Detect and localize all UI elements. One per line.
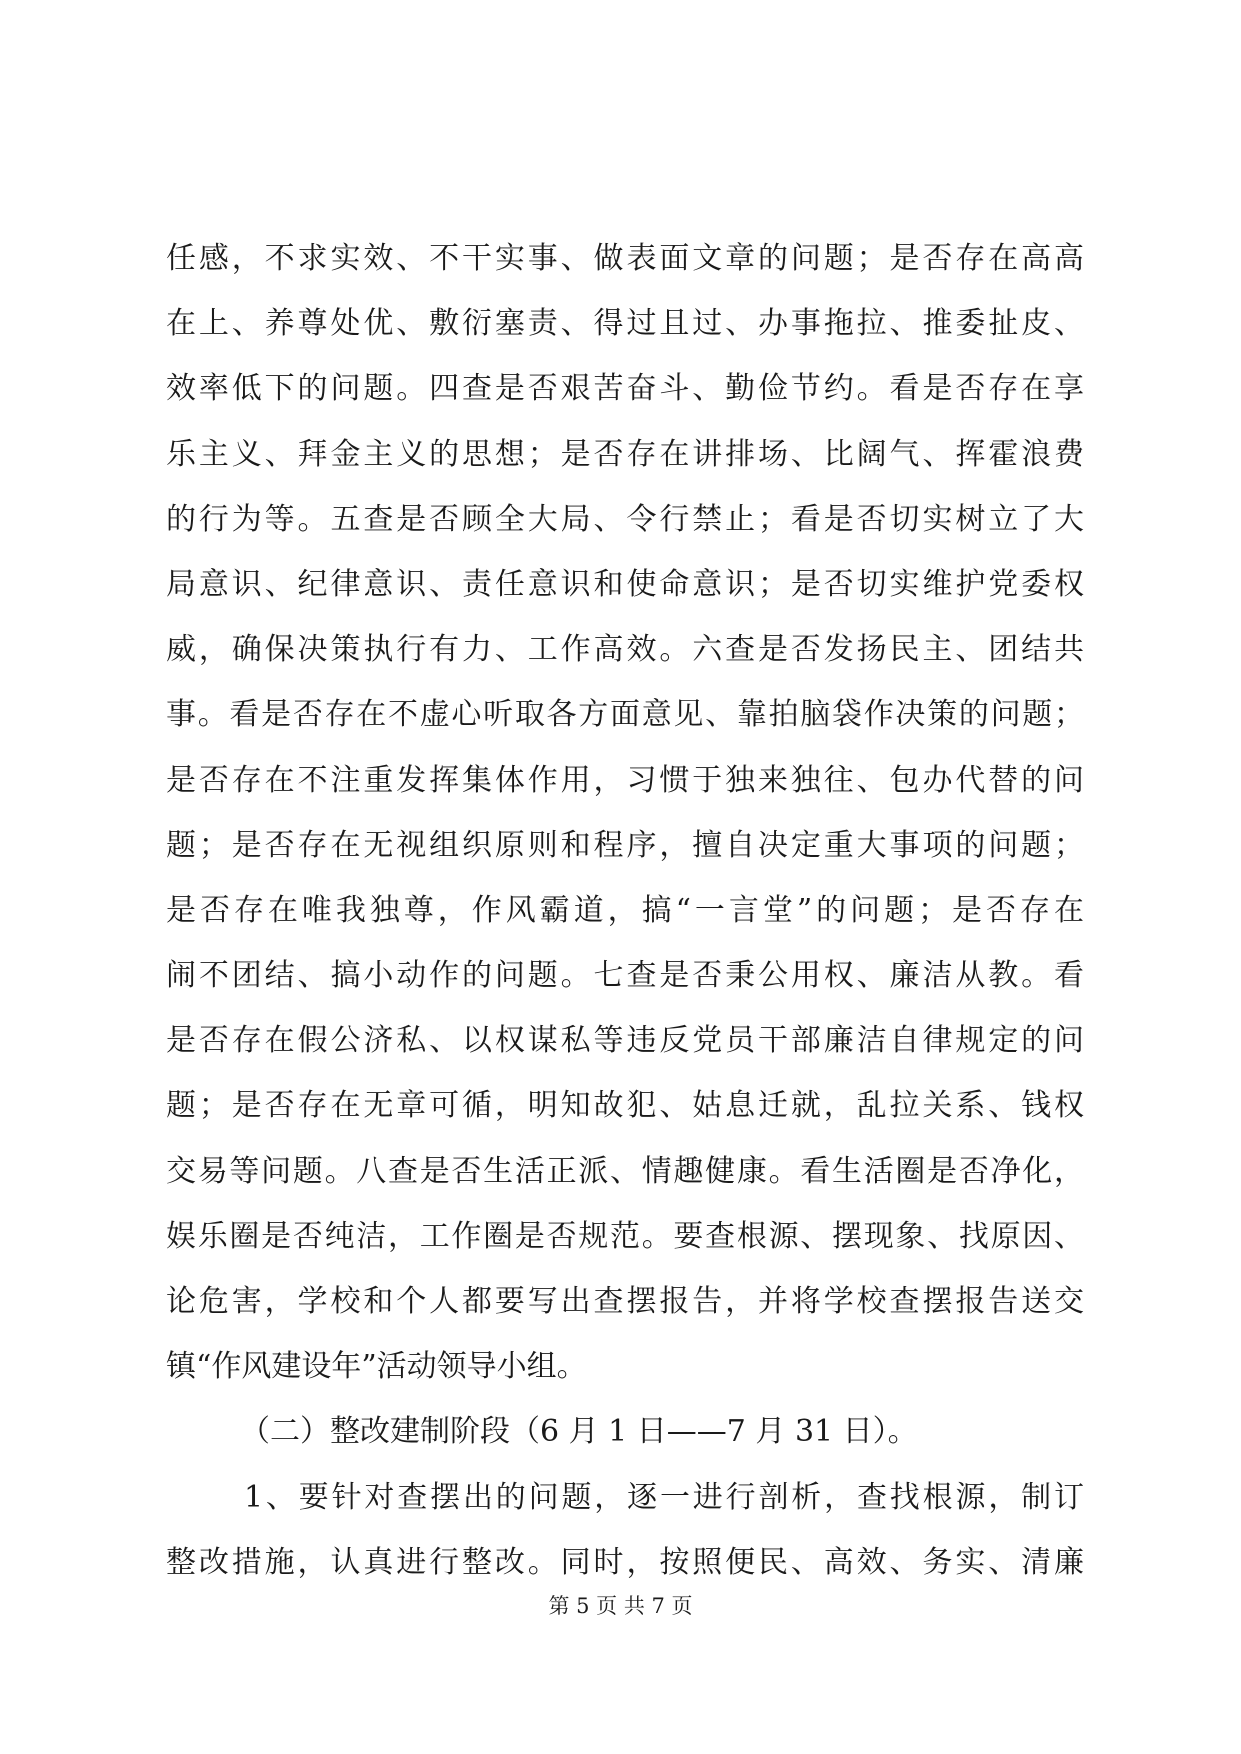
text-line: 镇“作风建设年”活动领导小组。: [166, 1349, 587, 1385]
text-line: 是否存在唯我独尊，作风霸道，搞“一言堂”的问题；是否存在: [166, 892, 1084, 928]
page-footer: 第 5 页 共 7 页: [548, 1594, 693, 1618]
text-line: 局意识、纪律意识、责任意识和使命意识；是否切实维护党委权: [166, 566, 1084, 602]
text-line: 娱乐圈是否纯洁，工作圈是否规范。要查根源、摆现象、找原因、: [166, 1218, 1084, 1254]
text-line: 1、要针对查摆出的问题，逐一进行剖析，查找根源，制订: [244, 1479, 1084, 1515]
text-line: 交易等问题。八查是否生活正派、情趣健康。看生活圈是否净化，: [166, 1153, 1084, 1189]
text-line: 闹不团结、搞小动作的问题。七查是否秉公用权、廉洁从教。看: [166, 958, 1084, 994]
text-line: 事。看是否存在不虚心听取各方面意见、靠拍脑袋作决策的问题；: [166, 697, 1084, 733]
text-line: 整改措施，认真进行整改。同时，按照便民、高效、务实、清廉: [166, 1544, 1084, 1580]
text-line: 的行为等。五查是否顾全大局、令行禁止；看是否切实树立了大: [166, 501, 1084, 537]
text-line: 是否存在不注重发挥集体作用，习惯于独来独往、包办代替的问: [166, 762, 1084, 798]
text-line: 威，确保决策执行有力、工作高效。六查是否发扬民主、团结共: [166, 632, 1084, 668]
text-line: 论危害，学校和个人都要写出查摆报告，并将学校查摆报告送交: [166, 1284, 1084, 1319]
text-line: 是否存在假公济私、以权谋私等违反党员干部廉洁自律规定的问: [166, 1023, 1084, 1059]
text-line: 效率低下的问题。四查是否艰苦奋斗、勤俭节约。看是否存在享: [166, 371, 1084, 407]
text-line: 乐主义、拜金主义的思想；是否存在讲排场、比阔气、挥霍浪费: [166, 436, 1084, 472]
section-heading: （二）整改建制阶段（6 月 1 日——7 月 31 日）。: [240, 1414, 918, 1450]
document-body: [166, 226, 1084, 1595]
text-line: 题；是否存在无章可循，明知故犯、姑息迁就，乱拉关系、钱权: [166, 1088, 1084, 1124]
text-line: 任感，不求实效、不干实事、做表面文章的问题；是否存在高高: [166, 241, 1084, 276]
text-line: 在上、养尊处优、敷衍塞责、得过且过、办事拖拉、推委扯皮、: [166, 306, 1084, 342]
text-line: 题；是否存在无视组织原则和程序，擅自决定重大事项的问题；: [166, 827, 1084, 863]
